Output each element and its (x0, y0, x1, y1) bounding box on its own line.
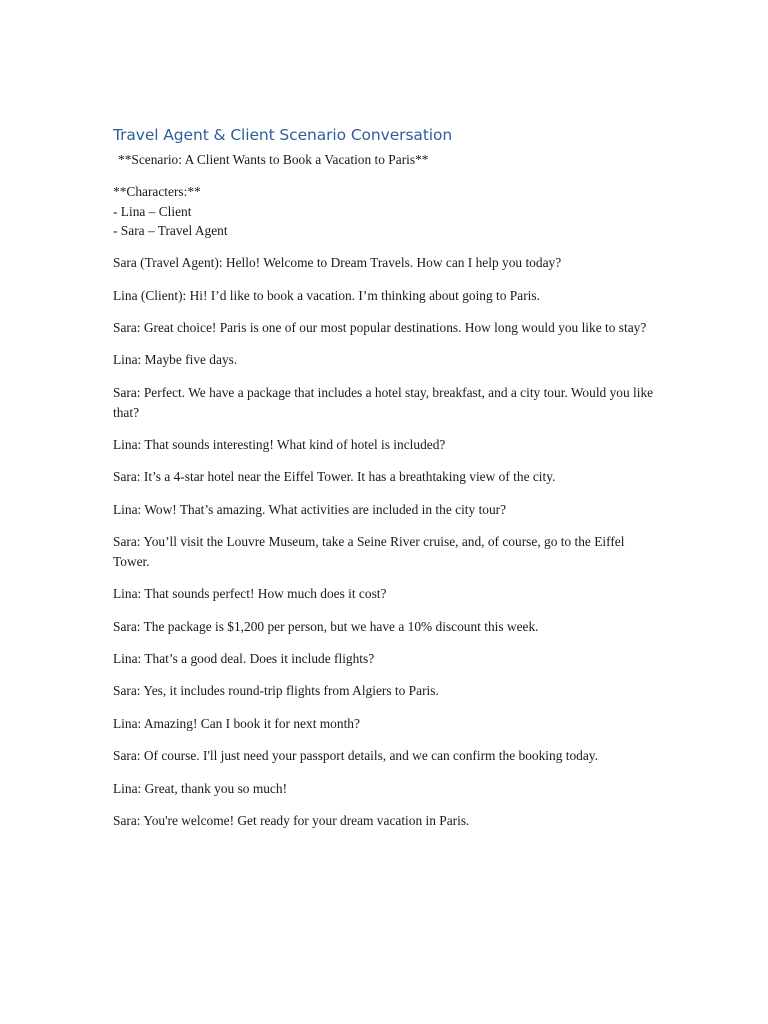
document-title: Travel Agent & Client Scenario Conversation (113, 126, 453, 144)
dialogue-line: Sara: Yes, it includes round-trip flights from Algiers to Paris. (113, 683, 439, 699)
dialogue-line: Lina: Great, thank you so much! (113, 780, 288, 796)
dialogue-line: Sara: The package is $1,200 per person, but we have a 10% discount this week. (113, 618, 539, 634)
characters-heading: **Characters:** (113, 183, 201, 199)
dialogue-line: Sara (Travel Agent): Hello! Welcome to Dream Travels. How can I help you today? (113, 255, 562, 271)
dialogue-section (113, 253, 661, 831)
dialogue-line: Lina (Client): Hi! I’d like to book a vacation. I’m thinking about going to Paris. (113, 287, 540, 303)
dialogue-line: Lina: Amazing! Can I book it for next month? (113, 715, 360, 731)
dialogue-line: Sara: Perfect. We have a package that includes a hotel stay, breakfast, and a city tour. Would you like that? (113, 384, 654, 420)
dialogue-line: Sara: Great choice! Paris is one of our most popular destinations. How long would you like to stay? (113, 319, 647, 335)
dialogue-line: Sara: You're welcome! Get ready for your dream vacation in Paris. (113, 813, 470, 829)
dialogue-line: Lina: Maybe five days. (113, 352, 238, 368)
character-item: - Sara – Travel Agent (113, 223, 228, 239)
document-page (113, 124, 661, 843)
dialogue-line: Sara: Of course. I'll just need your passport details, and we can confirm the booking today. (113, 748, 598, 764)
dialogue-line: Lina: That sounds perfect! How much does it cost? (113, 586, 387, 602)
scenario-line: **Scenario: A Client Wants to Book a Vacation to Paris** (118, 152, 429, 167)
dialogue-line: Lina: Wow! That’s amazing. What activities are included in the city tour? (113, 501, 507, 517)
characters-section (113, 182, 661, 241)
dialogue-line: Lina: That sounds interesting! What kind of hotel is included? (113, 436, 446, 452)
dialogue-line: Sara: It’s a 4-star hotel near the Eiffel Tower. It has a breathtaking view of the city. (113, 469, 556, 485)
dialogue-line: Lina: That’s a good deal. Does it include flights? (113, 651, 375, 667)
character-item: - Lina – Client (113, 203, 192, 219)
dialogue-line: Sara: You’ll visit the Louvre Museum, take a Seine River cruise, and, of course, go to the Eiffel Tower. (113, 534, 625, 569)
